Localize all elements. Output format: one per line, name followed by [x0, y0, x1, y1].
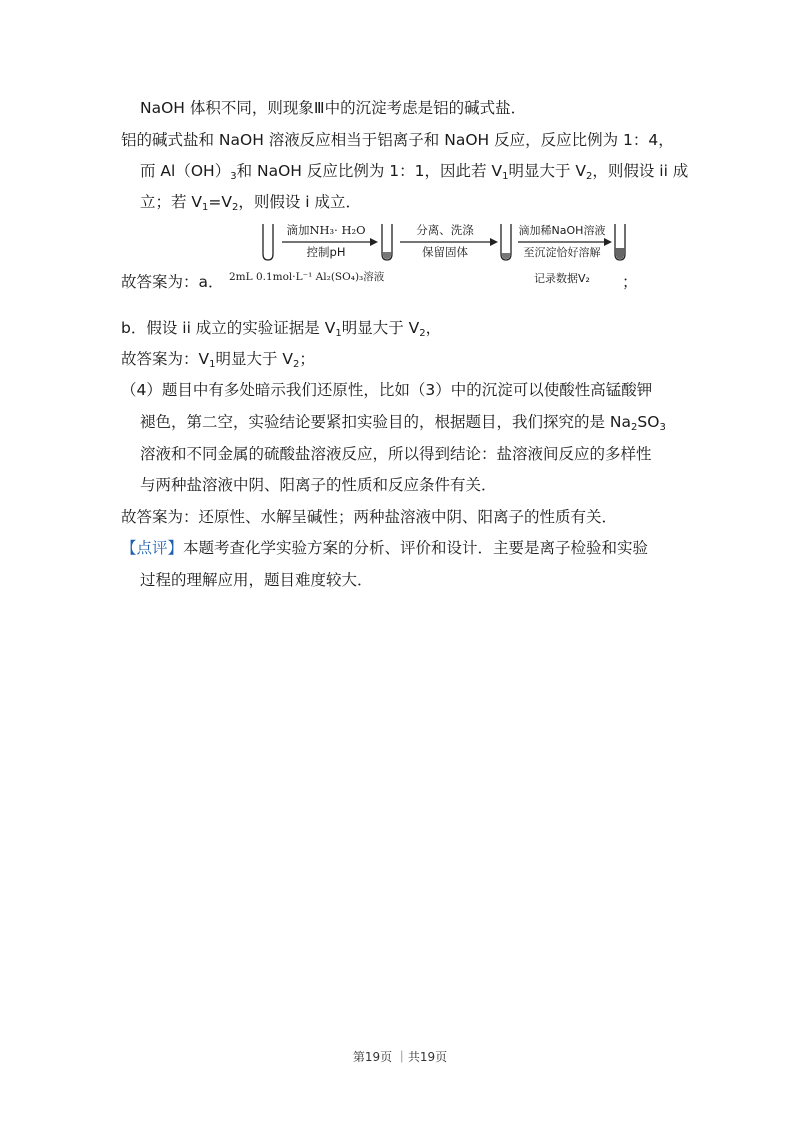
step1-bottom-label: 控制pH: [306, 245, 346, 259]
answer-a-label: 故答案为：a．: [121, 273, 224, 291]
para-line-1: NaOH 体积不同，则现象Ⅲ中的沉淀考虑是铝的碱式盐．: [140, 99, 527, 117]
para-line-4: 立；若 $V_1=V_2$，则假设 i 成立．: [140, 193, 362, 213]
para-line-3: 而 $Al(OH)_3$和 NaOH 反应比例为 1：1，因此若 $V_1$明显大于 $V_2$，则假设 ii 成: [140, 162, 689, 182]
test-tube-3: [501, 224, 511, 260]
para-line-14: 过程的理解应用，题目难度较大．: [140, 571, 373, 589]
step3-top-label: 滴加稀NaOH溶液: [518, 224, 606, 237]
para-line-12: 故答案为：还原性、水解呈碱性；两种盐溶液中阴、阳离子的性质有关．: [121, 508, 618, 526]
para-line-9: 褪色，第二空，实验结论要紧扣实验目的，根据题目，我们探究的是 $Na_2SO_3$: [140, 413, 666, 433]
experiment-flow-diagram: [229, 220, 630, 288]
para-line-13: 【点评】本题考查化学实验方案的分析、评价和设计．主要是离子检验和实验: [121, 539, 649, 557]
arrow-3: [518, 238, 612, 246]
reagent-label: 2mL 0.1mol·L⁻¹ Al₂(SO₄)₃溶液: [229, 271, 385, 283]
page-footer: 第19页 ｜共19页: [352, 1050, 448, 1064]
para-line-8: （4）题目中有多处暗示我们还原性，比如（3）中的沉淀可以使酸性高锰酸钾: [121, 381, 653, 399]
para-line-11: 与两种盐溶液中阴、阳离子的性质和反应条件有关．: [140, 476, 497, 494]
step1-top-label: 滴加NH₃· H₂O: [286, 223, 366, 237]
para-line-7: 故答案为：$V_1$明显大于 $V_2$；: [121, 350, 315, 370]
test-tube-2: [382, 224, 392, 260]
test-tube-1: [263, 224, 273, 260]
step3-bottom-label: 记录数据V₂: [534, 272, 590, 285]
test-tube-4: [615, 224, 625, 260]
answer-a-end: ；: [622, 273, 638, 291]
para-line-2: 铝的碱式盐和 NaOH 溶液反应相当于铝离子和 NaOH 反应，反应比例为 1：4，: [121, 131, 674, 149]
step2-bottom-label: 保留固体: [422, 245, 468, 259]
step3-mid-label: 至沉淀恰好溶解: [523, 246, 601, 259]
step2-top-label: 分离、洗涤: [416, 223, 474, 237]
para-line-6: b．假设 ii 成立的实验证据是 $V_1$明显大于 $V_2$，: [121, 319, 442, 339]
comment-tag: 【点评】: [121, 539, 184, 557]
para-line-10: 溶液和不同金属的硫酸盐溶液反应，所以得到结论：盐溶液间反应的多样性: [140, 445, 652, 463]
